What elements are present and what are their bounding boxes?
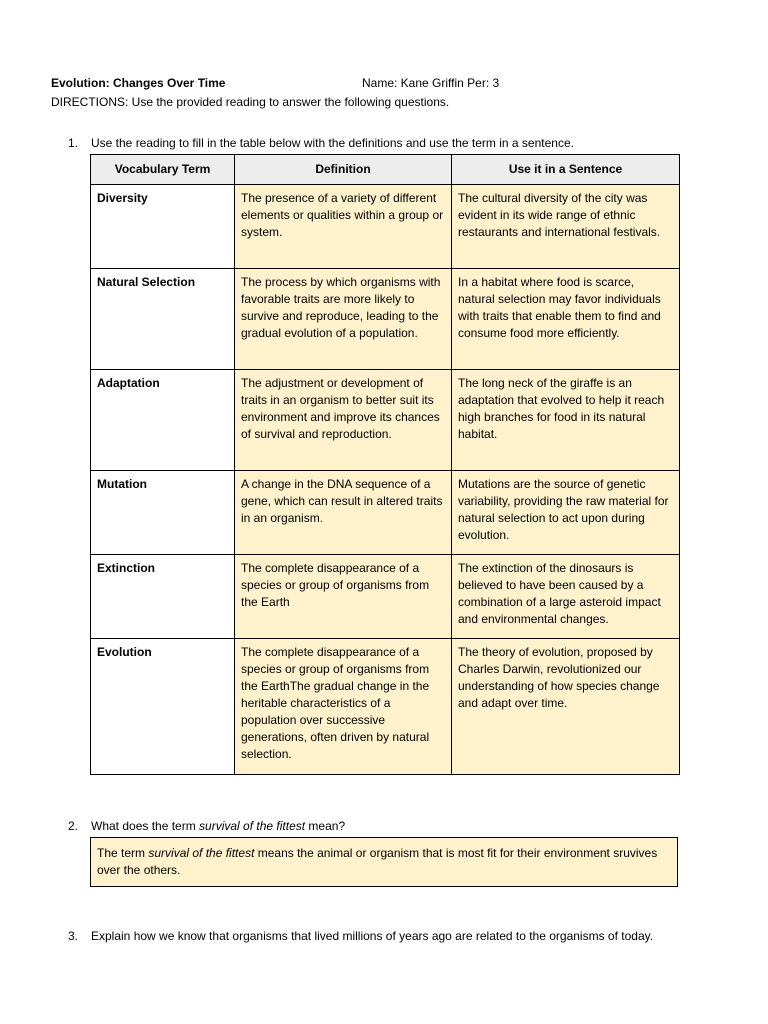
definition-cell[interactable]: The presence of a variety of different elements or qualities within a group or system. [235,185,452,269]
vocab-term: Evolution [91,639,235,775]
question-2-text-start: What does the term [91,819,200,833]
vocab-term: Adaptation [91,370,235,471]
question-2-text-end: mean? [305,819,346,833]
column-header-definition: Definition [235,155,452,185]
student-info: Name: Kane Griffin Per: 3 [362,76,500,90]
table-row [91,185,680,269]
vocab-term: Extinction [91,555,235,639]
header-row [51,75,701,93]
question-2-number: 2. [68,819,79,833]
question-2-emphasis: survival of the fittest [199,819,306,833]
vocab-term: Natural Selection [91,269,235,370]
table-row [91,370,680,471]
directions: DIRECTIONS: Use the provided reading to answer the following questions. [51,95,450,109]
sentence-cell[interactable]: The cultural diversity of the city was evident in its wide range of ethnic restaurants and international festivals. [452,185,680,269]
definition-cell[interactable]: The complete disappearance of a species or group of organisms from the Earth [235,555,452,639]
table-header-row [91,155,680,185]
answer-2-text-end: means the animal or organism that is most fit for their environment sruvives over the others. [97,846,658,877]
question-3-text: Explain how we know that organisms that lived millions of years ago are related to the organisms of today. [91,929,654,943]
vocab-term: Mutation [91,471,235,555]
question-3-number: 3. [68,929,79,943]
column-header-term: Vocabulary Term [91,155,235,185]
table-row [91,639,680,775]
definition-cell[interactable]: A change in the DNA sequence of a gene, which can result in altered traits in an organism. [235,471,452,555]
table-row [91,471,680,555]
definition-cell[interactable]: The adjustment or development of traits in an organism to better suit its environment and improve its chances of survival and reproduction. [235,370,452,471]
answer-2-text-start: The term [97,846,149,860]
sentence-cell[interactable]: The long neck of the giraffe is an adaptation that evolved to help it reach high branches for food in its natural habitat. [452,370,680,471]
table-row [91,555,680,639]
definition-cell[interactable]: The process by which organisms with favorable traits are more likely to survive and reproduce, leading to the gradual evolution of a population. [235,269,452,370]
vocabulary-table [90,154,680,775]
sentence-cell[interactable]: Mutations are the source of genetic variability, providing the raw material for natural selection to act upon during evolution. [452,471,680,555]
column-header-sentence: Use it in a Sentence [452,155,680,185]
document-title: Evolution: Changes Over Time [51,76,226,90]
answer-2-emphasis: survival of the fittest [148,846,255,860]
vocab-term: Diversity [91,185,235,269]
sentence-cell[interactable]: The extinction of the dinosaurs is believed to have been caused by a combination of a large asteroid impact and environmental changes. [452,555,680,639]
sentence-cell[interactable]: The theory of evolution, proposed by Charles Darwin, revolutionized our understanding of how species change and adapt over time. [452,639,680,775]
table-row [91,269,680,370]
definition-cell[interactable]: The complete disappearance of a species or group of organisms from the EarthThe gradual change in the heritable characteristics of a population over successive generations, often driven by natural selection. [235,639,452,775]
sentence-cell[interactable]: In a habitat where food is scarce, natural selection may favor individuals with traits that enable them to find and consume food more efficiently. [452,269,680,370]
question-1-number: 1. [68,136,79,150]
question-1-text: Use the reading to fill in the table below with the definitions and use the term in a sentence. [91,136,574,150]
question-2-answer-box[interactable] [90,837,678,887]
question-2-text [91,818,345,835]
